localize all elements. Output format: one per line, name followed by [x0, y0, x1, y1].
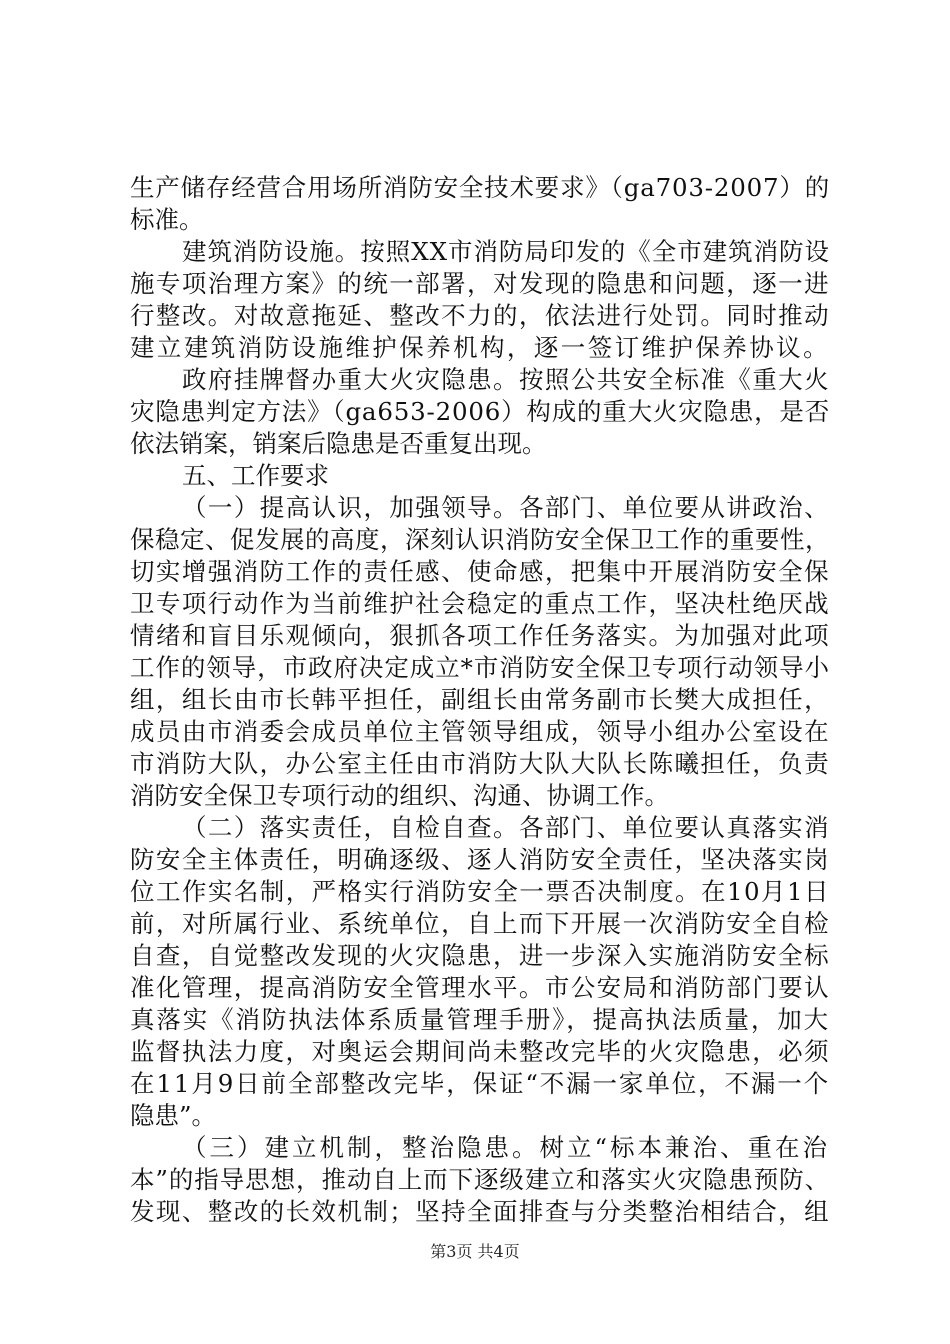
text-line: （一）提高认识，加强领导。各部门、单位要从讲政治、	[182, 493, 830, 522]
text-line: 建筑消防设施。按照XX市消防局印发的《全市建筑消防设	[182, 237, 830, 266]
text-line: 准化管理，提高消防安全管理水平。市公安局和消防部门要认	[130, 973, 830, 1002]
text-line: 监督执法力度，对奥运会期间尚未整改完毕的火灾隐患，必须	[130, 1037, 830, 1066]
text-line: 隐患”。	[130, 1101, 217, 1130]
text-line: 在11月9日前全部整改完毕，保证“不漏一家单位，不漏一个	[130, 1069, 830, 1098]
text-line: 消防安全保卫专项行动的组织、沟通、协调工作。	[130, 781, 669, 810]
text-line: 行整改。对故意拖延、整改不力的，依法进行处罚。同时推动	[130, 301, 830, 330]
text-line: 位工作实名制，严格实行消防安全一票否决制度。在10月1日	[130, 877, 830, 906]
text-line: 政府挂牌督办重大火灾隐患。按照公共安全标准《重大火	[182, 365, 830, 394]
text-line: 组，组长由市长韩平担任，副组长由常务副市长樊大成担任，	[130, 685, 830, 714]
text-line: 五、工作要求	[182, 461, 329, 490]
text-line: 成员由市消委会成员单位主管领导组成，领导小组办公室设在	[130, 717, 830, 746]
text-line: 切实增强消防工作的责任感、使命感，把集中开展消防安全保	[130, 557, 830, 586]
text-line: 前，对所属行业、系统单位，自上而下开展一次消防安全自检	[130, 909, 830, 938]
text-line: 情绪和盲目乐观倾向，狠抓各项工作任务落实。为加强对此项	[130, 621, 830, 650]
text-line: 发现、整改的长效机制；坚持全面排查与分类整治相结合，组	[130, 1197, 830, 1226]
text-line: 卫专项行动作为当前维护社会稳定的重点工作，坚决杜绝厌战	[130, 589, 830, 618]
text-line: 标准。	[130, 205, 204, 234]
text-line: 本”的指导思想，推动自上而下逐级建立和落实火灾隐患预防、	[130, 1165, 830, 1194]
text-line: （三）建立机制，整治隐患。树立“标本兼治、重在治	[182, 1133, 830, 1162]
text-line: 市消防大队，办公室主任由市消防大队大队长陈曦担任，负责	[130, 749, 830, 778]
page-footer: 第3页 共4页	[430, 1242, 520, 1261]
text-line: 施专项治理方案》的统一部署，对发现的隐患和问题，逐一进	[130, 269, 830, 298]
text-line: 工作的领导，市政府决定成立*市消防安全保卫专项行动领导小	[130, 653, 830, 682]
text-line: 生产储存经营合用场所消防安全技术要求》（ga703-2007）的	[130, 173, 830, 202]
text-line: 真落实《消防执法体系质量管理手册》，提高执法质量，加大	[130, 1005, 830, 1034]
text-line: 建立建筑消防设施维护保养机构，逐一签订维护保养协议。	[130, 333, 830, 362]
text-line: 灾隐患判定方法》（ga653-2006）构成的重大火灾隐患，是否	[130, 397, 830, 426]
text-line: （二）落实责任，自检自查。各部门、单位要认真落实消	[182, 813, 830, 842]
text-line: 依法销案，销案后隐患是否重复出现。	[130, 429, 547, 458]
text-line: 保稳定、促发展的高度，深刻认识消防安全保卫工作的重要性，	[130, 525, 830, 554]
text-line: 防安全主体责任，明确逐级、逐人消防安全责任，坚决落实岗	[130, 845, 830, 874]
document-body	[130, 172, 830, 1228]
text-line: 自查，自觉整改发现的火灾隐患，进一步深入实施消防安全标	[130, 941, 830, 970]
